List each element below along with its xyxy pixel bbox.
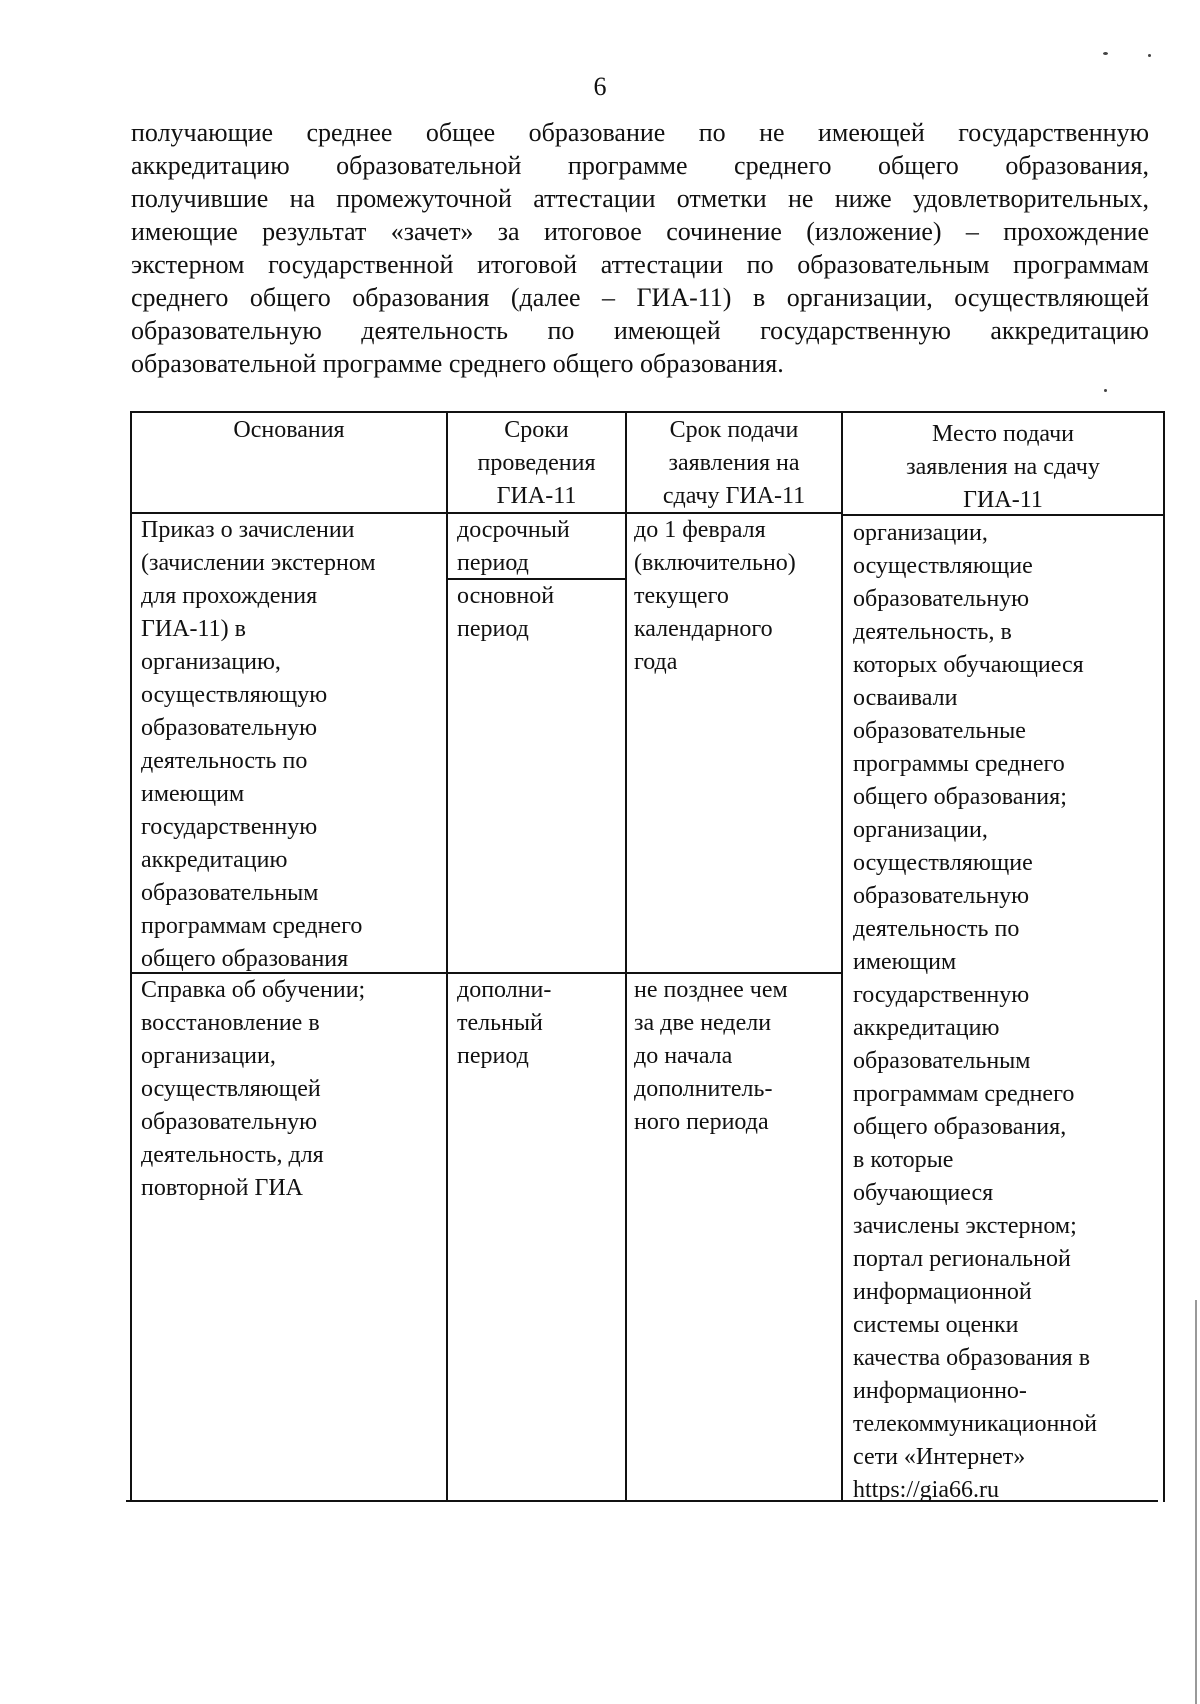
header-text: сдачу ГИА-11 [662, 483, 806, 509]
cell-line: системы оценки [853, 1312, 1019, 1338]
column-divider [446, 411, 448, 1502]
cell-line: телекоммуникационной [853, 1411, 1097, 1437]
cell-line: повторной ГИА [141, 1175, 303, 1201]
cell-line: деятельность, для [141, 1142, 324, 1168]
cell-line: основной [457, 583, 555, 609]
scan-speck [1148, 54, 1151, 57]
cell-line: ного периода [634, 1109, 769, 1135]
cell-line: ГИА-11) в [141, 616, 246, 642]
column-divider [841, 411, 843, 1502]
early-period-cell [457, 514, 570, 580]
cell-line: образовательную [853, 883, 1030, 909]
row1-deadline-cell [634, 514, 796, 679]
header-application-deadline [627, 414, 841, 513]
cell-line: деятельность по [141, 748, 308, 774]
cell-line: организации, [853, 520, 988, 546]
cell-line: имеющим [141, 781, 245, 807]
cell-line: образовательную [141, 1109, 318, 1135]
row1-basis-cell [141, 514, 376, 976]
additional-period-cell [457, 974, 551, 1073]
column-divider [625, 411, 627, 1502]
header-text: ГИА-11 [496, 483, 577, 509]
cell-line: программам среднего [141, 913, 363, 939]
cell-line: организации, [853, 817, 988, 843]
cell-line: период [457, 616, 529, 642]
scan-speck [1103, 52, 1108, 55]
cell-line: осуществляющие [853, 553, 1033, 579]
application-place-cell [853, 517, 1097, 1507]
cell-line: государственную [853, 982, 1030, 1008]
header-text: заявления на сдачу [906, 454, 1100, 480]
paragraph-line: получившие на промежуточной аттестации отметки не ниже удовлетворительных, [131, 184, 1149, 213]
scan-speck [1104, 389, 1107, 392]
cell-line: осваивали [853, 685, 958, 711]
header-text: Срок подачи [669, 417, 799, 443]
cell-line: деятельность, в [853, 619, 1012, 645]
header-text: ГИА-11 [963, 487, 1043, 513]
cell-line: аккредитацию [853, 1015, 1000, 1041]
main-period-cell [457, 580, 554, 646]
cell-line: образовательным [853, 1048, 1031, 1074]
header-text: Основания [233, 417, 345, 443]
table-border-right [1163, 411, 1165, 1502]
page-number: 6 [593, 72, 607, 101]
cell-line: https://gia66.ru [853, 1477, 999, 1503]
header-application-place [843, 418, 1163, 517]
header-text: проведения [477, 450, 596, 476]
header-basis [132, 414, 446, 447]
cell-line: (включительно) [634, 550, 796, 576]
header-text: Место подачи [931, 421, 1075, 447]
cell-line: в которые [853, 1147, 954, 1173]
cell-line: осуществляющей [141, 1076, 321, 1102]
paragraph-line: имеющие результат «зачет» за итоговое сочинение (изложение) – прохождение [131, 217, 1149, 246]
cell-line: осуществляющую [141, 682, 328, 708]
cell-line: дополнитель- [634, 1076, 773, 1102]
cell-line: для прохождения [141, 583, 318, 609]
row2-basis-cell [141, 974, 365, 1205]
cell-line: общего образования [141, 946, 349, 972]
cell-line: сети «Интернет» [853, 1444, 1026, 1470]
cell-line: дополни- [457, 977, 552, 1003]
cell-line: обучающиеся [853, 1180, 994, 1206]
cell-line: государственную [141, 814, 318, 840]
cell-line: не позднее чем [634, 977, 788, 1003]
paragraph-line: образовательной программе среднего общего образования. [131, 349, 784, 378]
scan-speck [1195, 1300, 1197, 1704]
row2-deadline-cell [634, 974, 788, 1139]
cell-line: информационно- [853, 1378, 1027, 1404]
cell-line: образовательную [853, 586, 1030, 612]
cell-line: досрочный [457, 517, 570, 543]
cell-line: организации, [141, 1043, 276, 1069]
cell-line: программы среднего [853, 751, 1065, 777]
cell-line: осуществляющие [853, 850, 1033, 876]
paragraph-line: образовательную деятельность по имеющей государственную аккредитацию [131, 316, 1149, 345]
cell-line: информационной [853, 1279, 1032, 1305]
header-text: заявления на [668, 450, 800, 476]
paragraph-line: экстерном государственной итоговой аттестации по образовательным программам [131, 250, 1149, 279]
cell-line: портал региональной [853, 1246, 1071, 1272]
cell-line: образовательные [853, 718, 1026, 744]
cell-line: образовательную [141, 715, 318, 741]
cell-line: общего образования; [853, 784, 1067, 810]
cell-line: программам среднего [853, 1081, 1075, 1107]
cell-line: года [634, 649, 678, 675]
cell-line: до 1 февраля [634, 517, 766, 543]
cell-line: аккредитацию [141, 847, 288, 873]
cell-line: качества образования в [853, 1345, 1091, 1371]
cell-line: образовательным [141, 880, 319, 906]
cell-line: период [457, 550, 529, 576]
cell-line: деятельность по [853, 916, 1020, 942]
cell-line: организацию, [141, 649, 281, 675]
table-border-top [131, 411, 1165, 413]
paragraph-line: получающие среднее общее образование по не имеющей государственную [131, 118, 1149, 147]
cell-line: тельный [457, 1010, 543, 1036]
header-text: Сроки [504, 417, 569, 443]
cell-line: текущего [634, 583, 729, 609]
paragraph-line: среднего общего образования (далее – ГИА-11) в организации, осуществляющей [131, 283, 1149, 312]
cell-line: за две недели [634, 1010, 772, 1036]
cell-line: (зачислении экстерном [141, 550, 376, 576]
table-border-left [130, 411, 132, 1502]
cell-line: календарного [634, 616, 773, 642]
cell-line: Справка об обучении; [141, 977, 366, 1003]
cell-line: период [457, 1043, 529, 1069]
cell-line: Приказ о зачислении [141, 517, 355, 543]
cell-line: которых обучающиеся [853, 652, 1084, 678]
cell-line: восстановление в [141, 1010, 320, 1036]
cell-line: общего образования, [853, 1114, 1067, 1140]
cell-line: имеющим [853, 949, 957, 975]
paragraph-line: аккредитацию образовательной программе среднего общего образования, [131, 151, 1149, 180]
cell-line: зачислены экстерном; [853, 1213, 1077, 1239]
header-exam-period [448, 414, 625, 513]
cell-line: до начала [634, 1043, 733, 1069]
